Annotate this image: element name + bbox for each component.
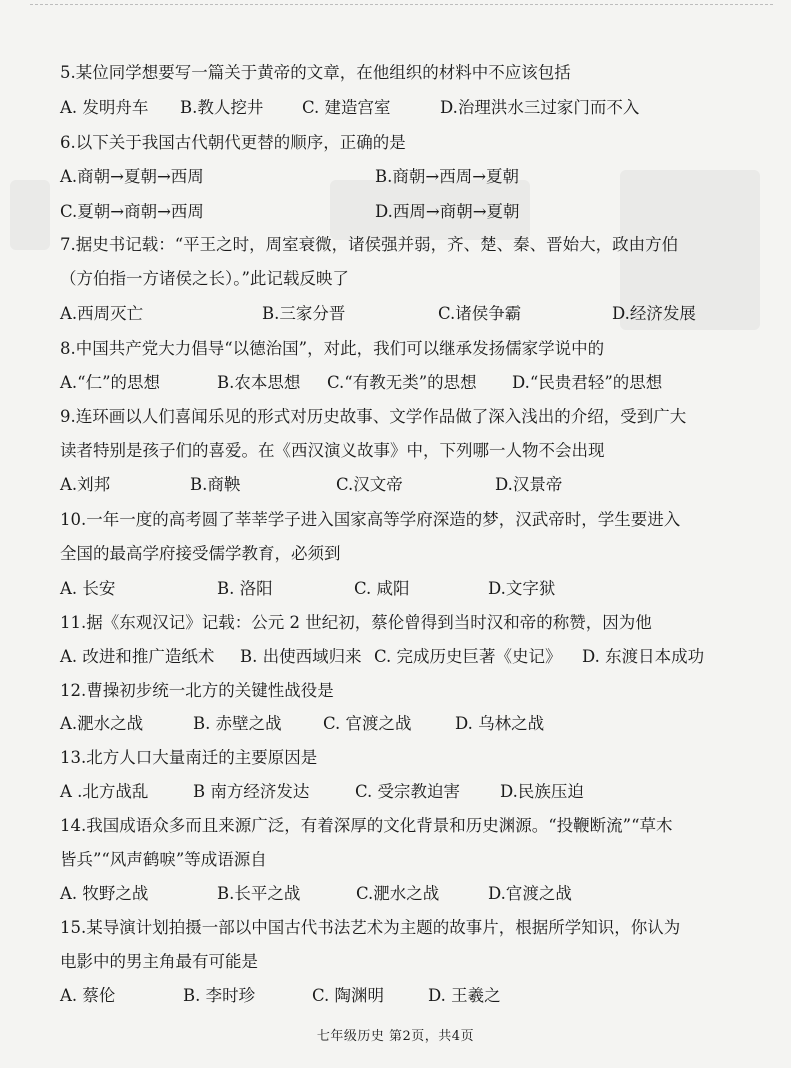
question-7-stem-line-1: 7.据史书记载：“平王之时，周室衰微，诸侯强并弱，齐、楚、秦、晋始大，政由方伯 <box>60 235 679 254</box>
question-9-option-a: A.刘邦 <box>60 475 111 494</box>
question-9-option-b: B.商鞅 <box>190 475 241 494</box>
question-11-option-b: B. 出使西域归来 <box>240 647 362 666</box>
page-footer: 七年级历史 第2页，共4页 <box>316 1029 475 1044</box>
question-7-option-b: B.三家分晋 <box>262 304 346 323</box>
scan-edge-line <box>30 4 773 11</box>
question-12-option-d: D. 乌林之战 <box>455 714 545 733</box>
question-11-stem: 11.据《东观汉记》记载：公元 2 世纪初，蔡伦曾得到当时汉和帝的称赞，因为他 <box>60 613 652 632</box>
question-8-option-c: C.“有教无类”的思想 <box>327 373 477 392</box>
question-13-option-c: C. 受宗教迫害 <box>355 782 461 801</box>
question-15-stem-line-2: 电影中的男主角最有可能是 <box>60 952 258 971</box>
question-9-option-c: C.汉文帝 <box>336 475 403 494</box>
question-10-option-a: A. 长安 <box>60 579 116 598</box>
question-8-option-a: A.“仁”的思想 <box>60 373 161 392</box>
question-15-option-d: D. 王羲之 <box>428 986 501 1005</box>
question-5-option-c: C. 建造宫室 <box>302 98 391 117</box>
question-10-option-c: C. 咸阳 <box>354 579 410 598</box>
question-14-option-b: B.长平之战 <box>217 884 301 903</box>
question-5-option-d: D.治理洪水三过家门而不入 <box>440 98 640 117</box>
question-14-option-c: C.淝水之战 <box>356 884 440 903</box>
question-12-stem: 12.曹操初步统一北方的关键性战役是 <box>60 681 334 700</box>
question-6-option-c: C.夏朝→商朝→西周 <box>60 202 204 221</box>
question-10-option-d: D.文字狱 <box>488 579 556 598</box>
question-6-option-d: D.西周→商朝→夏朝 <box>375 202 520 221</box>
question-6-option-a: A.商朝→夏朝→西周 <box>60 167 204 186</box>
question-9-stem-line-1: 9.连环画以人们喜闻乐见的形式对历史故事、文学作品做了深入浅出的介绍，受到广大 <box>60 407 687 426</box>
question-12-option-c: C. 官渡之战 <box>323 714 412 733</box>
question-12-option-b: B. 赤壁之战 <box>193 714 282 733</box>
question-5-option-a: A. 发明舟车 <box>60 98 149 117</box>
question-14-stem-line-2: 皆兵”“风声鹤唳”等成语源自 <box>60 850 267 869</box>
scan-smudge <box>10 180 50 250</box>
question-5-option-b: B.教人挖井 <box>180 98 264 117</box>
question-7-option-c: C.诸侯争霸 <box>438 304 522 323</box>
question-8-stem: 8.中国共产党大力倡导“以德治国”，对此，我们可以继承发扬儒家学说中的 <box>60 339 605 358</box>
question-7-option-d: D.经济发展 <box>612 304 696 323</box>
question-11-option-d: D. 东渡日本成功 <box>582 647 705 666</box>
question-6-option-b: B.商朝→西周→夏朝 <box>375 167 520 186</box>
question-13-option-b: B 南方经济发达 <box>193 782 310 801</box>
question-14-stem-line-1: 14.我国成语众多而且来源广泛，有着深厚的文化背景和历史渊源。“投鞭断流”“草木 <box>60 816 673 835</box>
question-11-option-a: A. 改进和推广造纸术 <box>60 647 215 666</box>
question-11-option-c: C. 完成历史巨著《史记》 <box>374 647 562 666</box>
question-14-option-a: A. 牧野之战 <box>60 884 149 903</box>
question-9-option-d: D.汉景帝 <box>495 475 563 494</box>
question-15-stem-line-1: 15.某导演计划拍摄一部以中国古代书法艺术为主题的故事片，根据所学知识，你认为 <box>60 918 681 937</box>
question-15-option-c: C. 陶渊明 <box>312 986 385 1005</box>
question-8-option-b: B.农本思想 <box>217 373 301 392</box>
question-13-option-d: D.民族压迫 <box>500 782 584 801</box>
question-14-option-d: D.官渡之战 <box>488 884 572 903</box>
question-7-option-a: A.西周灭亡 <box>60 304 144 323</box>
question-6-stem: 6.以下关于我国古代朝代更替的顺序，正确的是 <box>60 133 406 152</box>
question-13-option-a: A .北方战乱 <box>60 782 149 801</box>
question-10-stem-line-2: 全国的最高学府接受儒学教育，必须到 <box>60 544 341 563</box>
question-15-option-b: B. 李时珍 <box>183 986 256 1005</box>
question-12-option-a: A.淝水之战 <box>60 714 144 733</box>
question-9-stem-line-2: 读者特别是孩子们的喜爱。在《西汉演义故事》中，下列哪一人物不会出现 <box>60 441 605 460</box>
question-10-stem-line-1: 10.一年一度的高考圆了莘莘学子进入国家高等学府深造的梦，汉武帝时，学生要进入 <box>60 510 681 529</box>
question-8-option-d: D.“民贵君轻”的思想 <box>512 373 663 392</box>
question-15-option-a: A. 蔡伦 <box>60 986 116 1005</box>
question-5-stem: 5.某位同学想要写一篇关于黄帝的文章，在他组织的材料中不应该包括 <box>60 63 571 82</box>
question-10-option-b: B. 洛阳 <box>217 579 273 598</box>
question-13-stem: 13.北方人口大量南迁的主要原因是 <box>60 748 318 767</box>
question-7-stem-line-2: （方伯指一方诸侯之长）。”此记载反映了 <box>60 269 349 288</box>
